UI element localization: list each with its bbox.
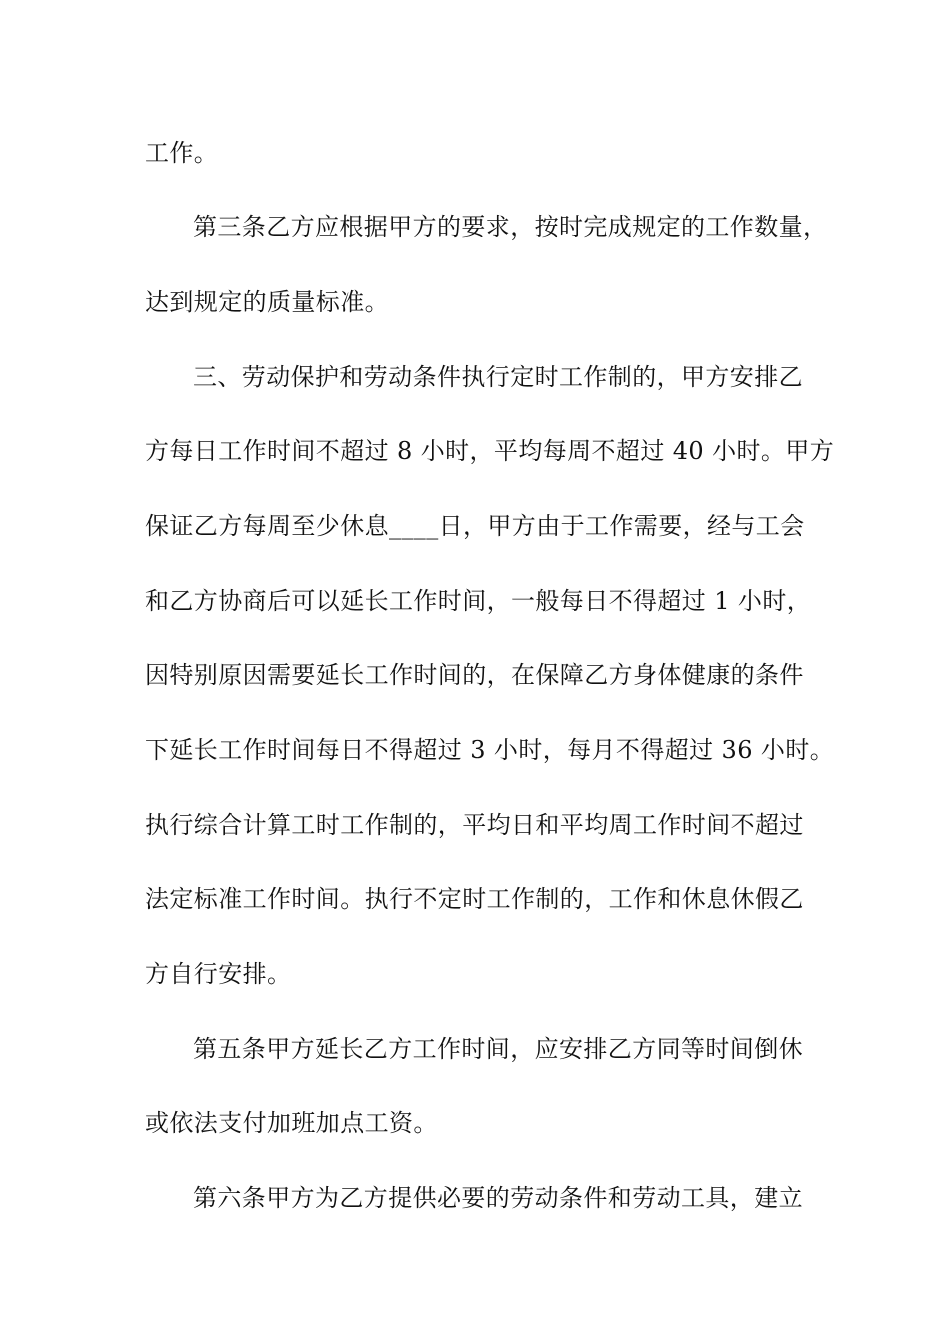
paragraph-line: 第六条甲方为乙方提供必要的劳动条件和劳动工具，建立 <box>193 1184 803 1212</box>
text-line: 执行综合计算工时工作制的，平均日和平均周工作时间不超过 <box>145 811 804 839</box>
text-line: 方自行安排。 <box>145 960 292 988</box>
paragraph-line: 三、劳动保护和劳动条件执行定时工作制的，甲方安排乙 <box>193 363 803 391</box>
text-line: 工作。 <box>145 139 219 167</box>
text-line: 下延长工作时间每日不得超过 3 小时，每月不得超过 36 小时。 <box>145 736 835 764</box>
paragraph-line: 第三条乙方应根据甲方的要求，按时完成规定的工作数量， <box>193 213 828 241</box>
text-line: 保证乙方每周至少休息____日，甲方由于工作需要，经与工会 <box>145 512 805 540</box>
text-line: 或依法支付加班加点工资。 <box>145 1109 438 1137</box>
text-line: 达到规定的质量标准。 <box>145 288 389 316</box>
text-line: 法定标准工作时间。执行不定时工作制的，工作和休息休假乙 <box>145 885 804 913</box>
paragraph-line: 第五条甲方延长乙方工作时间，应安排乙方同等时间倒休 <box>193 1035 803 1063</box>
text-line: 方每日工作时间不超过 8 小时，平均每周不超过 40 小时。甲方 <box>145 437 835 465</box>
text-line: 因特别原因需要延长工作时间的，在保障乙方身体健康的条件 <box>145 661 804 689</box>
text-line: 和乙方协商后可以延长工作时间，一般每日不得超过 1 小时， <box>145 587 812 615</box>
